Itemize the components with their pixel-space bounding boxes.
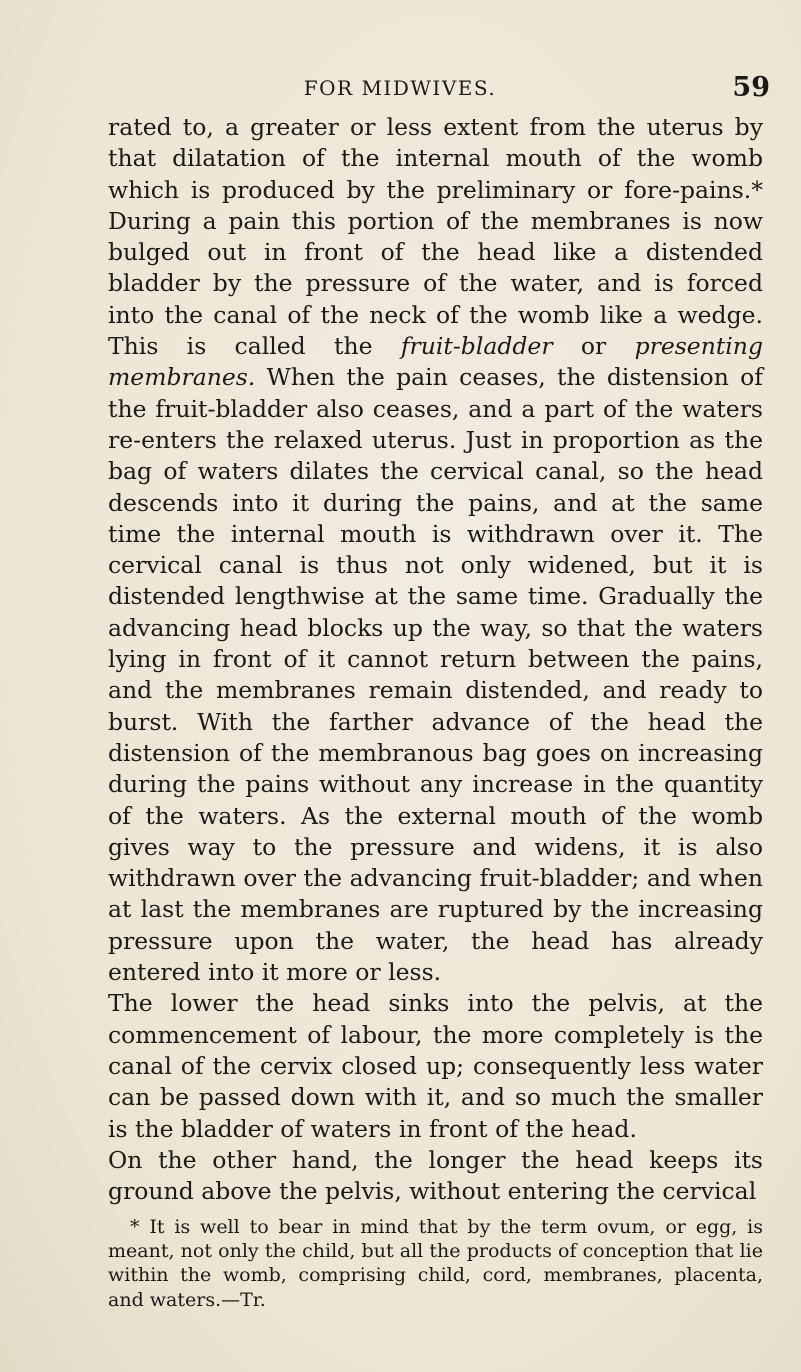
footnote: [108, 1215, 763, 1312]
page-number: 59: [732, 72, 770, 103]
paragraph-3: On the other hand, the longer the head keeps its ground above the pelvis, without entering the cervical: [108, 1145, 763, 1206]
footnote-text: * It is well to bear in mind that by the term ovum, or egg, is meant, not only the child, but all the products of conception that lie within the womb, comprising child, cord, membranes, placenta, and waters.—Tr.: [108, 1216, 763, 1311]
term-fruit-bladder: fruit-bladder: [400, 332, 553, 361]
paragraph-1-part-a: rated to, a greater or less extent from the uterus by that dilatation of the internal mouth of the womb which is produced by the preliminary or fore-pains.* During a pain this portion of the membranes is now bulged out in front of the head like a distended bladder by the pressure of the water, and is forced into the canal of the neck of the womb like a wedge. This is called the: [108, 113, 763, 361]
term-presenting-membranes: presenting membranes.: [108, 332, 763, 392]
body-text: [108, 112, 763, 1207]
paragraph-1-part-b: When the pain ceases, the distension of the fruit-bladder also ceases, and a part of the waters re-enters the relaxed uterus. Just in proportion as the bag of waters dilates the cervical canal, so the head descends into it during the pains, and at the same time the internal mouth is withdrawn over it. The cervical canal is thus not only widened, but it is distended lengthwise at the same time. Gradually the advancing head blocks up the way, so that the waters lying in front of it cannot return between the pains, and the membranes remain distended, and ready to burst. With the farther advance of the head the distension of the membranous bag goes on increasing during the pains without any increase in the quantity of the waters. As the external mouth of the womb gives way to the pressure and widens, it is also withdrawn over the advancing fruit-bladder; and when at last the membranes are ruptured by the increasing pressure upon the water, the head has already entered into it more or less.: [108, 363, 763, 987]
paragraph-2: The lower the head sinks into the pelvis, at the commencement of labour, the more completely is the canal of the cervix closed up; consequently less water can be passed down with it, and so much the smaller is the bladder of waters in front of the head.: [108, 989, 763, 1143]
paragraph-1-or: or: [552, 332, 635, 361]
running-head: [30, 72, 770, 102]
running-title: FOR MIDWIVES.: [303, 76, 497, 100]
paragraph-1: [108, 112, 763, 988]
